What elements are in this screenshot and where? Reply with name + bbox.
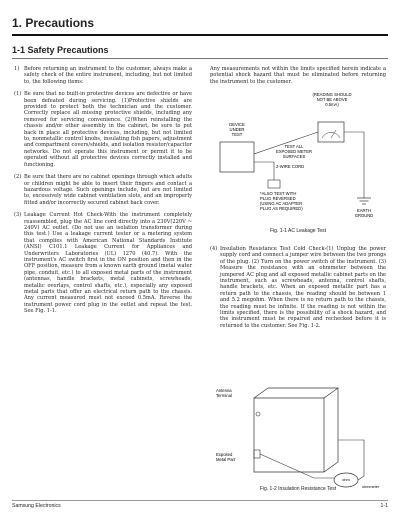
- meter-box: [318, 122, 344, 142]
- reading-label: (READING SHOULD NOT BE ABOVE 0.5mA): [312, 92, 352, 107]
- insulation-diagram: [214, 380, 386, 490]
- left-column: [14, 66, 192, 321]
- item-number: (3): [14, 212, 22, 219]
- two-wire-label: 2-WIRE CORD: [276, 164, 305, 169]
- antenna-terminal: [256, 412, 260, 416]
- ohmmeter-label: ohmmeter: [362, 485, 380, 489]
- list-item: [14, 174, 192, 206]
- wire: [254, 162, 274, 180]
- also-test-label: *ALSO TEST WITH PLUG REVERSED (USING AC ADAPTER PLUG AS REQUIRED): [260, 191, 303, 211]
- list-item: [14, 91, 192, 168]
- chapter-title: 1. Precautions: [12, 12, 388, 36]
- earth-ground-label: EARTH GROUND: [354, 208, 374, 218]
- exposed-label: Exposed Metal Part: [216, 452, 236, 462]
- item-text: Before returning an instrument to the customer, always make a safety check of the entire instrument, including, but not limited to, the following items:: [24, 66, 192, 85]
- chassis-box: [254, 388, 338, 472]
- exposed-metal: [254, 450, 260, 458]
- item-text: Be sure that no built-in protective devices are defective or have been defeated during servicing. (1)Protective shields are provided to protect both the technician and the customer. Correctly replace all missing protective shields, including any removed for servicing convenience. (2)When reinstalling the chassis and/or other assembly in the cabinet, be sure to put back in place all protective devices, including, but not limited to, nonmetallic control knobs, insulating fish papers, adjustment and compartment covers/shields, and isolation resistor/capacitor networks. Do not operate this instrument or permit it to be operated without all protective devices correctly installed and functioning.: [24, 91, 192, 168]
- device-box: [220, 142, 254, 172]
- page-number: 1-1: [380, 503, 388, 509]
- right-column: [210, 246, 386, 335]
- page-footer: [12, 500, 388, 511]
- footer-brand: Samsung Electronics: [12, 503, 61, 509]
- figure-caption: Fig. 1-1 AC Leakage Test: [269, 228, 327, 234]
- ac-leakage-diagram: [214, 88, 386, 224]
- antenna-label: Antenna Terminal: [216, 388, 232, 398]
- ground-wire: [344, 132, 364, 198]
- plug: [268, 180, 280, 188]
- right-intro: Any measurements not within the limits specified herein indicate a potential shock hazard that must be eliminated before returning the instrument to the customer.: [210, 66, 386, 85]
- list-item: [210, 246, 386, 329]
- meter-dial: [322, 132, 340, 138]
- item-text: Leakage Current Hot Check-With the instrument completely reassembled, plug the AC line cord directly into a 230V(220V ~ 240V) AC outlet. (Do not use an isolation transformer during this test.) Use a leakage current tester or a metering system that complies with American National Standards Institute (ANSI) C101.1 Leakage Current for Appliances and Underwriters Laboratories (UL) 1270 (40.7). With the instrument's AC switch first in the ON position and then in the OFF position, measure from a known earth ground (metal water pipe, conduit, etc.) to all exposed metal parts of the instrument (antennas, handle brackets, metal cabinets, screwheads, metallic overlays, control shafts, etc.), especially any exposed metal parts that offer an electrical return path to the chassis. Any current measured must not exceed 0.5mA. Reverse the instrument power cord plug in the outlet and repeat the test. See Fig. 1-1.: [24, 212, 192, 315]
- list-item: [14, 66, 192, 85]
- ohm-label: ohm: [342, 478, 350, 482]
- item-number: (4): [210, 246, 218, 252]
- item-text: Be sure that there are no cabinet openings through which adults or children might be able to insert their fingers and contact a hazardous voltage. Such openings include, but are not limited to, excessively wide cabinet ventilation slots, and an improperly fitted and/or incorrectly secured cabinet back cover.: [24, 174, 192, 206]
- figure-caption: Fig. 1-2 Insulation Resistance Test: [259, 486, 337, 492]
- lead-wire: [338, 440, 364, 480]
- meter-needle: [331, 130, 336, 138]
- item-number: (2): [14, 174, 22, 181]
- device-label: DEVICE UNDER TEST: [229, 122, 245, 137]
- test-all-label: TEST ALL EXPOSED METER SURFACES: [275, 144, 313, 159]
- item-number: 1): [14, 66, 20, 72]
- item-text: Insulation Resistance Test Cold Check-(1) Unplug the power supply cord and connect a jumper wire between the two prongs of the plug. (2) Turn on the power switch of the instrument. (3) Measure the resistance with an ohmmeter between the jumpered AC plug and all exposed metallic cabinet parts on the instrument, such as screwheads, antenna, control shafts, handle brackets, etc. When an exposed metallic part has a return path to the chassis, the reading should be between 1 and 5.2 megohm. When there is no return path to the chassis, the reading must be infinite. If the reading is not within the limits specified, there is the possibility of a shock hazard, and the instrument must be repaired and rechecked before it is returned to the customer. See Fig. 1-2.: [220, 246, 386, 329]
- item-number: (1): [14, 91, 22, 98]
- list-item: [14, 212, 192, 315]
- lead-wire: [260, 454, 334, 478]
- section-title: 1-1 Safety Precautions: [12, 42, 388, 59]
